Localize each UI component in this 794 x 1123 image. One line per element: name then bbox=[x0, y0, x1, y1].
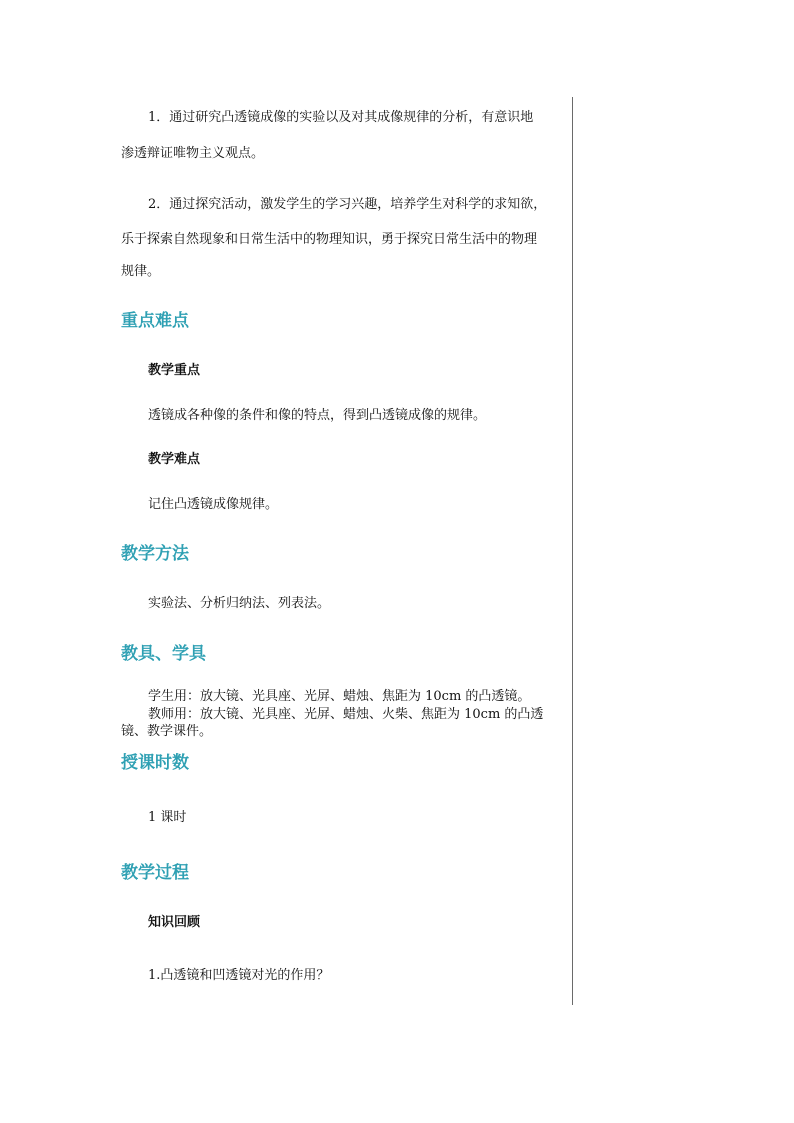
objective-1-line-2: 渗透辩证唯物主义观点。 bbox=[121, 146, 265, 161]
objective-1-line-1: 1．通过研究凸透镜成像的实验以及对其成像规律的分析，有意识地 bbox=[148, 110, 534, 125]
text-student-tools: 学生用：放大镜、光具座、光屏、蜡烛、焦距为 10cm 的凸透镜。 bbox=[148, 689, 531, 704]
label-teaching-focus: 教学重点 bbox=[148, 363, 201, 378]
heading-teaching-methods: 教学方法 bbox=[121, 544, 189, 564]
heading-class-hours: 授课时数 bbox=[121, 753, 189, 773]
objective-2-line-1: 2．通过探究活动，激发学生的学习兴趣，培养学生对科学的求知欲， bbox=[148, 197, 547, 212]
text-teaching-methods: 实验法、分析归纳法、列表法。 bbox=[148, 596, 331, 611]
objective-2-line-2: 乐于探索自然现象和日常生活中的物理知识，勇于探究日常生活中的物理 bbox=[121, 232, 538, 247]
margin-rule bbox=[572, 97, 573, 1005]
text-teaching-difficulty: 记住凸透镜成像规律。 bbox=[148, 497, 279, 512]
text-teacher-tools-line-2: 镜、教学课件。 bbox=[121, 724, 213, 739]
text-class-hours: 1 课时 bbox=[148, 810, 187, 825]
objective-2-line-3: 规律。 bbox=[121, 264, 161, 279]
label-teaching-difficulty: 教学难点 bbox=[148, 452, 201, 467]
heading-teaching-tools: 教具、学具 bbox=[121, 644, 206, 664]
label-knowledge-review: 知识回顾 bbox=[148, 915, 201, 930]
text-review-question-1: 1.凸透镜和凹透镜对光的作用？ bbox=[148, 968, 330, 983]
heading-key-points: 重点难点 bbox=[121, 311, 189, 331]
text-teacher-tools-line-1: 教师用：放大镜、光具座、光屏、蜡烛、火柴、焦距为 10cm 的凸透 bbox=[148, 707, 544, 722]
heading-teaching-process: 教学过程 bbox=[121, 863, 189, 883]
text-teaching-focus: 透镜成各种像的条件和像的特点，得到凸透镜成像的规律。 bbox=[148, 408, 487, 423]
